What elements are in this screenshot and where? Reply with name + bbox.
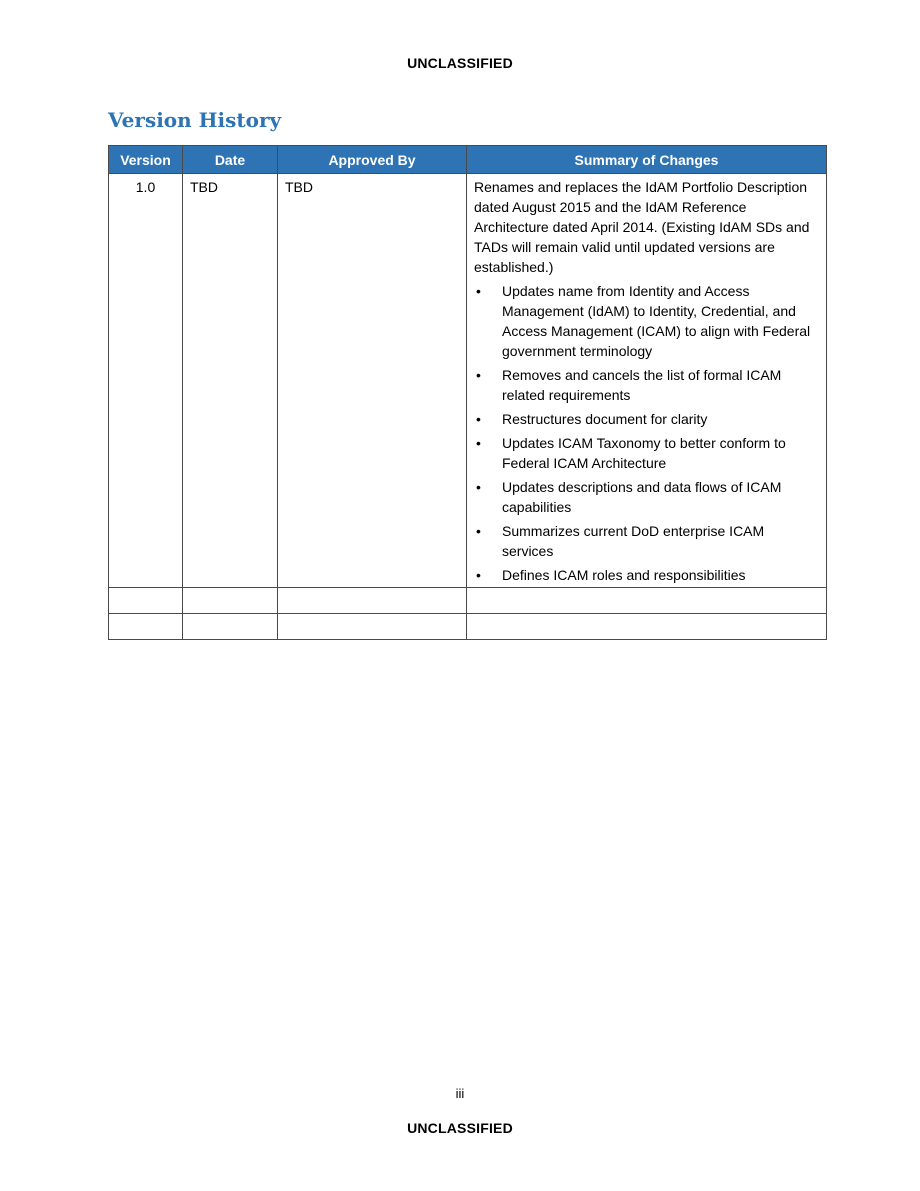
- list-item: [474, 565, 819, 585]
- empty-cell: [183, 614, 278, 640]
- empty-cell: [278, 614, 467, 640]
- bullet-icon: •: [476, 567, 481, 583]
- list-item: [474, 521, 819, 561]
- bullet-icon: •: [476, 435, 481, 451]
- summary-intro: Renames and replaces the IdAM Portfolio Description dated August 2015 and the IdAM Reference Architecture dated April 2014. (Existing IdAM SDs and TADs will remain valid until updated versions are established.): [474, 179, 810, 275]
- version-history-table: [108, 145, 827, 640]
- table-row: [109, 174, 827, 588]
- empty-cell: [183, 588, 278, 614]
- list-item-text: Summarizes current DoD enterprise ICAM services: [502, 523, 765, 559]
- summary-change-list: [474, 281, 819, 585]
- bullet-icon: •: [476, 367, 481, 383]
- list-item: [474, 433, 819, 473]
- list-item-text: Removes and cancels the list of formal ICAM related requirements: [502, 367, 782, 403]
- cell-version: 1.0: [109, 174, 183, 588]
- table-row-empty: [109, 614, 827, 640]
- bullet-icon: •: [476, 479, 481, 495]
- empty-cell: [109, 588, 183, 614]
- bullet-icon: •: [476, 523, 481, 539]
- list-item-text: Updates descriptions and data flows of ICAM capabilities: [502, 479, 782, 515]
- column-header-date: Date: [183, 146, 278, 174]
- classification-header: UNCLASSIFIED: [407, 55, 513, 71]
- list-item-text: Restructures document for clarity: [502, 411, 708, 427]
- column-header-summary: Summary of Changes: [467, 146, 827, 174]
- list-item: [474, 281, 819, 361]
- bullet-icon: •: [476, 411, 481, 427]
- empty-cell: [278, 588, 467, 614]
- list-item-text: Defines ICAM roles and responsibilities: [502, 567, 746, 583]
- bullet-icon: •: [476, 283, 481, 299]
- list-item: [474, 409, 819, 429]
- list-item-text: Updates ICAM Taxonomy to better conform to Federal ICAM Architecture: [502, 435, 786, 471]
- list-item-text: Updates name from Identity and Access Management (IdAM) to Identity, Credential, and Access Management (ICAM) to align with Federal government terminology: [502, 283, 811, 359]
- cell-approved-by: TBD: [278, 174, 467, 588]
- column-header-approved-by: Approved By: [278, 146, 467, 174]
- page-title: Version History: [108, 108, 282, 132]
- list-item: [474, 477, 819, 517]
- cell-date: TBD: [183, 174, 278, 588]
- classification-footer: UNCLASSIFIED: [407, 1120, 513, 1136]
- page-number: iii: [455, 1086, 465, 1101]
- list-item: [474, 365, 819, 405]
- cell-summary: [467, 174, 827, 588]
- column-header-version: Version: [109, 146, 183, 174]
- empty-cell: [467, 588, 827, 614]
- empty-cell: [109, 614, 183, 640]
- empty-cell: [467, 614, 827, 640]
- table-header-row: [109, 146, 827, 174]
- table-row-empty: [109, 588, 827, 614]
